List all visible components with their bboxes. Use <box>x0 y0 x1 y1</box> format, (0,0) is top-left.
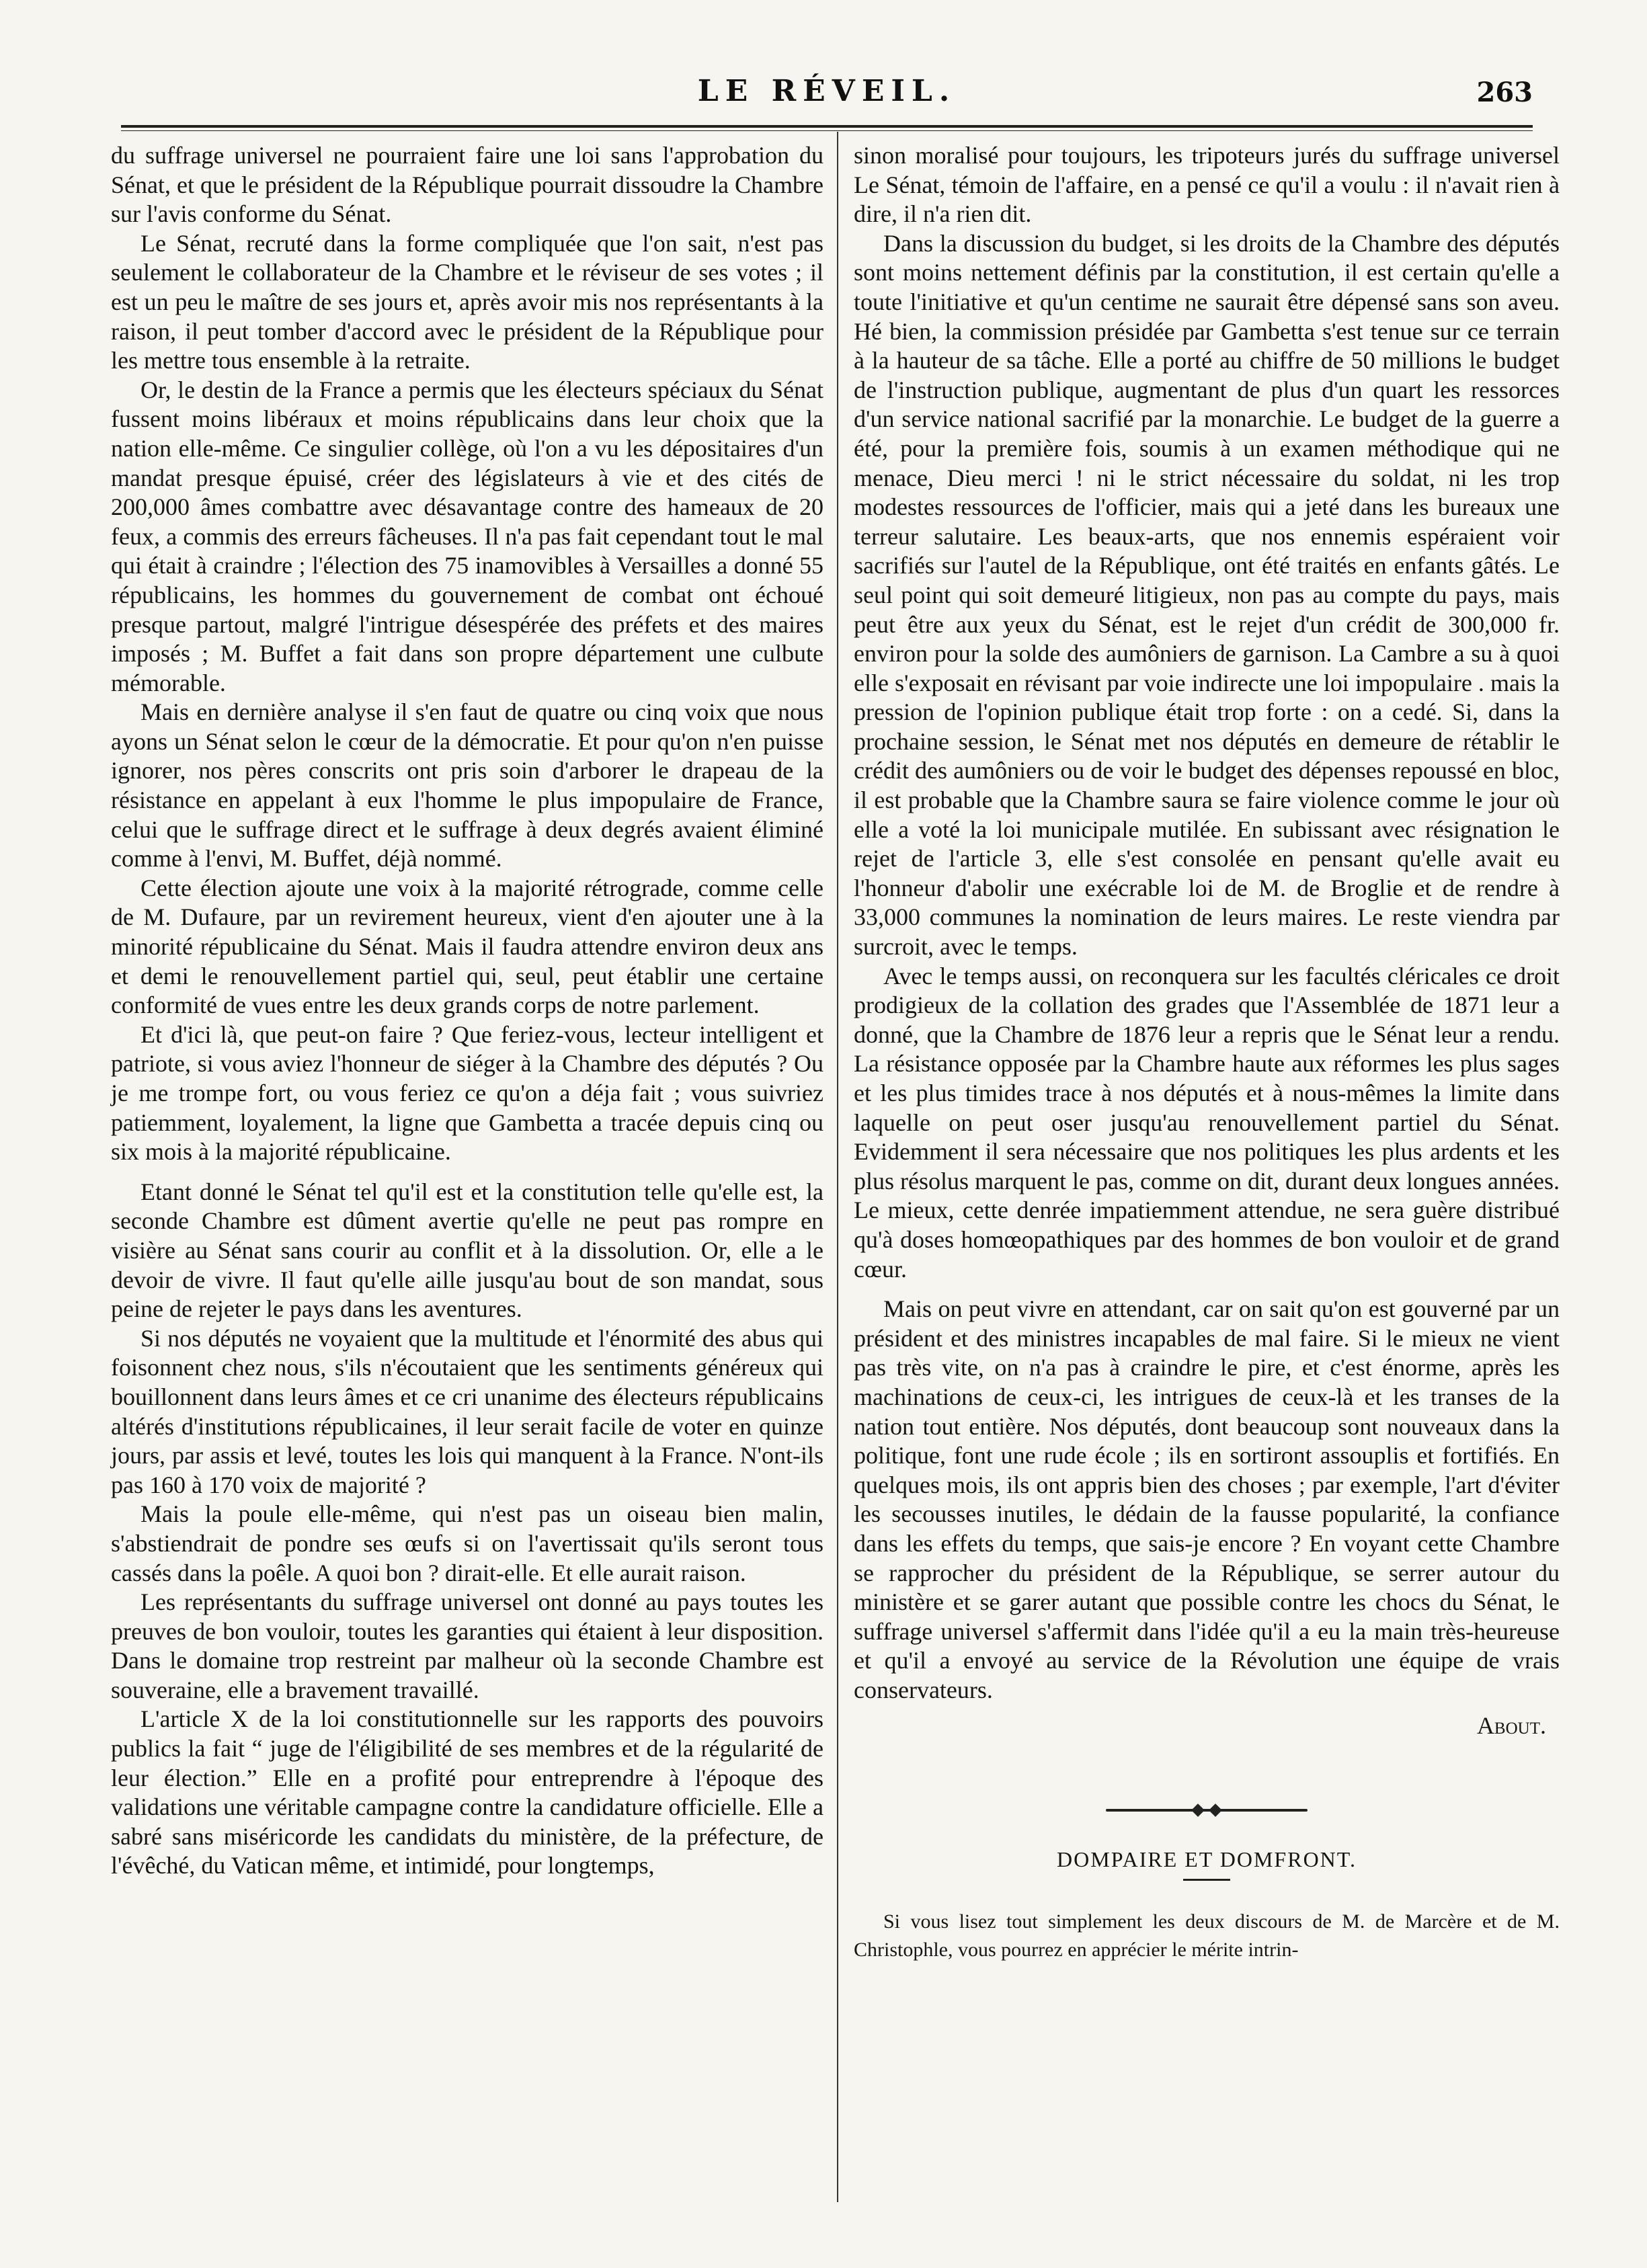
paragraph: du suffrage universel ne pourraient faire une loi sans l'approbation du Sénat, et que le président de la République pourrait dissoudre la Chambre sur l'avis conforme du Sénat. <box>111 142 824 228</box>
paragraph: Si nos députés ne voyaient que la multitude et l'énormité des abus qui foisonnent chez nous, s'ils n'écoutaient que les sentiments généreux qui bouillonnent dans leurs âmes et ce cri unanime des électeurs républicains altérés d'institutions républicaines, il leur serait facile de voter en quinze jours, par assis et levé, toutes les lois qui manquent à la France. N'ont-ils pas 160 à 170 voix de majorité ? <box>111 1324 824 1498</box>
left-column <box>111 141 824 1881</box>
paragraph: Mais on peut vivre en attendant, car on sait qu'on est gouverné par un président et des ministres incapables de mal faire. Si le mieux ne vient pas très vite, on n'a pas à craindre le pire, et c'est énorme, après les machinations de ceux-ci, les intrigues de ceux-là et les transes de la nation tout entière. Nos députés, dont beaucoup sont nouveaux dans la politique, font une rude école ; ils en sortiront assouplis et fortifiés. En quelques mois, ils ont appris bien des choses ; par exemple, l'art d'éviter les secousses inutiles, le dédain de la fausse popularité, la confiance dans les effets du temps, que sais-je encore ? En voyant cette Chambre se rapprocher du président de la République, se serrer autour du ministère et se garer autant que possible contre les chocs du Sénat, le suffrage universel s'affermit dans l'idée qu'il a eu la main très-heureuse et qu'il a envoyé au service de la Révolution une équipe de vrais conservateurs. <box>854 1295 1560 1703</box>
page-title: LE RÉVEIL. <box>697 74 957 108</box>
paragraph: Or, le destin de la France a permis que les électeurs spéciaux du Sénat fussent moins libéraux et moins républicains dans leur choix que la nation elle-même. Ce singulier collège, où l'on a vu les dépositaires d'un mandat presque épuisé, créer des législateurs à vie et des cités de 200,000 âmes combattre avec désavantage contre des hameaux de 20 feux, a commis des erreurs fâcheuses. Il n'a pas fait cependant tout le mal qui était à craindre ; l'élection des 75 inamovibles à Versailles a donné 55 républicains, les hommes du gouvernement de combat ont échoué presque partout, malgré l'intrigue désespérée des préfets et des maires imposés ; M. Buffet a fait dans son propre département une culbute mémorable. <box>111 376 824 696</box>
paragraph: Les représentants du suffrage universel ont donné au pays toutes les preuves de bon vouloir, toutes les garanties qui étaient à leur disposition. Dans le domaine trop restreint par malheur où la seconde Chambre est souveraine, elle a bravement travaillé. <box>111 1588 824 1703</box>
paragraph-gap <box>111 1167 824 1178</box>
section-ornament <box>1106 1800 1308 1820</box>
column-divider <box>837 132 838 2202</box>
ornament-dot <box>1209 1804 1222 1818</box>
paragraph: Dans la discussion du budget, si les droits de la Chambre des députés sont moins nettement définis par la constitution, il est certain qu'elle a toute l'initiative et qu'un centime ne saurait être dépensé sans son aveu. Hé bien, la commission présidée par Gambetta s'est tenue sur ce terrain à la hauteur de sa tâche. Elle a porté au chiffre de 50 millions le budget de l'instruction publique, augmentant de plus d'un quart les ressorces d'un service national sacrifié par la monarchie. Le budget de la guerre a été, pour la première fois, soumis à un examen méthodique qui ne menace, Dieu merci ! ni le strict nécessaire du soldat, ni les trop modestes ressources de l'officier, mais qui a jeté dans les bureaux une terreur salutaire. Les beaux-arts, que nos ennemis espéraient voir sacrifiés sur l'autel de la République, ont été traités en enfants gâtés. Le seul point qui soit demeuré litigieux, non pas au compte du pays, mais peut être aux yeux du Sénat, est le rejet d'un crédit de 300,000 fr. environ pour la solde des aumôniers de garnison. La Cambre a su à quoi elle s'exposait en révisant par voie indirecte une loi impopulaire . mais la pression de l'opinion publique était trop forte : on a cedé. Si, dans la prochaine session, le Sénat met nos députés en demeure de rétablir le crédit des aumôniers ou de voir le budget des dépenses repoussé en bloc, il est probable que la Chambre saura se faire violence comme le jour où elle a voté la loi municipale mutilée. En subissant avec résignation le rejet de l'article 3, elle s'est consolée en pensant qu'elle avait eu l'honneur d'abolir une exécrable loi de M. de Broglie et de rendre à 33,000 communes la nomination de leurs maires. Le reste viendra par surcroit, avec le temps. <box>854 229 1560 961</box>
paragraph: Mais en dernière analyse il s'en faut de quatre ou cinq voix que nous ayons un Sénat selon le cœur de la démocratie. Et pour qu'on n'en puisse ignorer, nos pères conscrits ont pris soin d'arborer le drapeau de la résistance en appelant à eux l'homme le plus impopulaire de France, celui que le suffrage direct et le suffrage à deux degrés avaient éliminé comme à l'envi, M. Buffet, déjà nommé. <box>111 698 824 873</box>
paragraph: Et d'ici là, que peut-on faire ? Que feriez-vous, lecteur intelligent et patriote, si vous aviez l'honneur de siéger à la Chambre des députés ? Ou je me trompe fort, ou vous feriez ce qu'on a déja fait ; vous suivriez patiemment, loyalement, la ligne que Gambetta a tracée depuis cinq ou six mois à la majorité républicaine. <box>111 1020 824 1166</box>
section-rule <box>1183 1879 1230 1881</box>
header-rule-thick <box>121 125 1533 128</box>
header-rule-thin <box>121 130 1533 131</box>
section-paragraph: Si vous lisez tout simplement les deux discours de M. de Marcère et de M. Christophle, vous pourrez en apprécier le mérite intrin- <box>854 1910 1560 1961</box>
masthead <box>121 74 1533 121</box>
paragraph: Cette élection ajoute une voix à la majorité rétrograde, comme celle de M. Dufaure, par un revirement heureux, vient d'en ajouter une à la minorité républicaine du Sénat. Mais il faudra attendre environ deux ans et demi le renouvellement partiel qui, seul, peut établir une certaine conformité de vues entre les deux grands corps de notre parlement. <box>111 874 824 1019</box>
section-heading: DOMPAIRE ET DOMFRONT. <box>1057 1847 1357 1872</box>
paragraph-gap <box>854 1284 1560 1295</box>
right-column <box>854 141 1560 1964</box>
paragraph: Le Sénat, recruté dans la forme compliquée que l'on sait, n'est pas seulement le collaborateur de la Chambre et le réviseur de ses votes ; il est un peu le maître de ses jours et, après avoir mis nos représentants à la raison, il peut tomber d'accord avec le président de la République pour les mettre tous ensemble à la retraite. <box>111 229 824 374</box>
ornament-dot <box>1191 1804 1205 1818</box>
paragraph: L'article X de la loi constitutionnelle sur les rapports des pouvoirs publics la fait “ juge de l'éligibilité de ses membres et de la régularité de leur élection.” Elle en a profité pour entreprendre à l'époque des validations une véritable campagne contre la candidature officielle. Elle a sabré sans miséricorde les candidats du ministère, de la préfecture, de l'évêché, du Vatican même, et intimidé, pour longtemps, <box>111 1705 824 1879</box>
page-number: 263 <box>1476 77 1533 108</box>
paragraph: Etant donné le Sénat tel qu'il est et la constitution telle qu'elle est, la seconde Chambre est dûment avertie qu'elle ne peut pas rompre en visière au Sénat sans courir au conflit et à la dissolution. Or, elle a le devoir de vivre. Il faut qu'elle aille jusqu'au bout de son mandat, sous peine de rejeter le pays dans les aventures. <box>111 1178 824 1323</box>
ornament-line <box>1106 1809 1308 1812</box>
paragraph: sinon moralisé pour toujours, les tripoteurs jurés du suffrage universel Le Sénat, témoin de l'affaire, en a pensé ce qu'il a voulu : il n'avait rien à dire, il n'a rien dit. <box>854 142 1560 228</box>
paragraph: Avec le temps aussi, on reconquera sur les facultés cléricales ce droit prodigieux de la collation des grades que l'Assemblée de 1871 leur a donné, que la Chambre de 1876 leur a repris que le Sénat leur a rendu. La résistance opposée par la Chambre haute aux réformes les plus sages et les plus timides trace à nos députés et à nous-mêmes la limite dans laquelle on peut oser jusqu'au renouvellement partiel du Sénat. Evidemment il sera nécessaire que nos politiques les plus ardents et les plus résolus marquent le pas, comme on dit, durant deux longues années. Le mieux, cette denrée impatiemment attendue, ne sera guère distribué qu'à doses homœopathiques par des hommes de bon vouloir et de grand cœur. <box>854 962 1560 1283</box>
paragraph: Mais la poule elle-même, qui n'est pas un oiseau bien malin, s'abstiendrait de pondre ses œufs si on l'avertissait qu'ils seront tous cassés dans la poêle. A quoi bon ? dirait-elle. Et elle aurait raison. <box>111 1500 824 1586</box>
article-signature: About. <box>1476 1712 1546 1740</box>
